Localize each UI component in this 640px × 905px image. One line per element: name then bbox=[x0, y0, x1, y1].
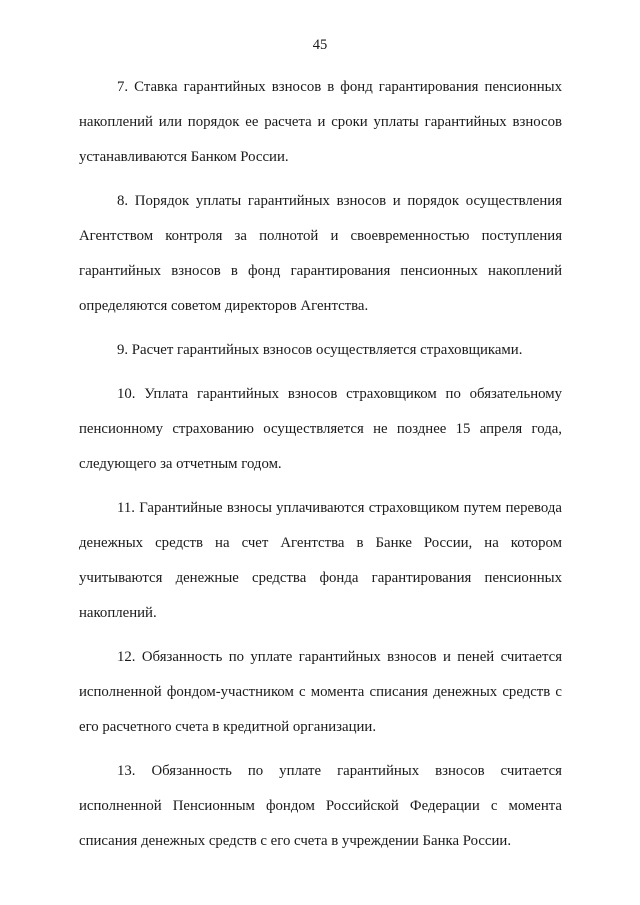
paragraph-7: 7. Ставка гарантийных взносов в фонд гарантирования пенсионных накоплений или порядок ее расчета и сроки уплаты гарантийных взносов устанавливаются Банком России. bbox=[79, 79, 562, 165]
paragraph-10: 10. Уплата гарантийных взносов страховщиком по обязательному пенсионному страхованию осуществляется не позднее 15 апреля года, следующего за отчетным годом. bbox=[79, 386, 562, 472]
paragraph-13: 13. Обязанность по уплате гарантийных взносов считается исполненной Пенсионным фондом Российской Федерации с момента списания денежных средств с его счета в учреждении Банка России. bbox=[79, 763, 562, 849]
paragraph-9: 9. Расчет гарантийных взносов осуществляется страховщиками. bbox=[117, 342, 523, 358]
document-body bbox=[79, 70, 562, 868]
paragraph-11: 11. Гарантийные взносы уплачиваются страховщиком путем перевода денежных средств на счет Агентства в Банке России, на котором учитываются денежные средства фонда гарантирования пенсионных накоплений. bbox=[79, 500, 562, 621]
paragraph-12: 12. Обязанность по уплате гарантийных взносов и пеней считается исполненной фондом-участником с момента списания денежных средств с его расчетного счета в кредитной организации. bbox=[79, 649, 562, 735]
page-number: 45 bbox=[312, 37, 328, 53]
paragraph-8: 8. Порядок уплаты гарантийных взносов и порядок осуществления Агентством контроля за полнотой и своевременностью поступления гарантийных взносов в фонд гарантирования пенсионных накоплений определяются советом директоров Агентства. bbox=[79, 193, 562, 314]
